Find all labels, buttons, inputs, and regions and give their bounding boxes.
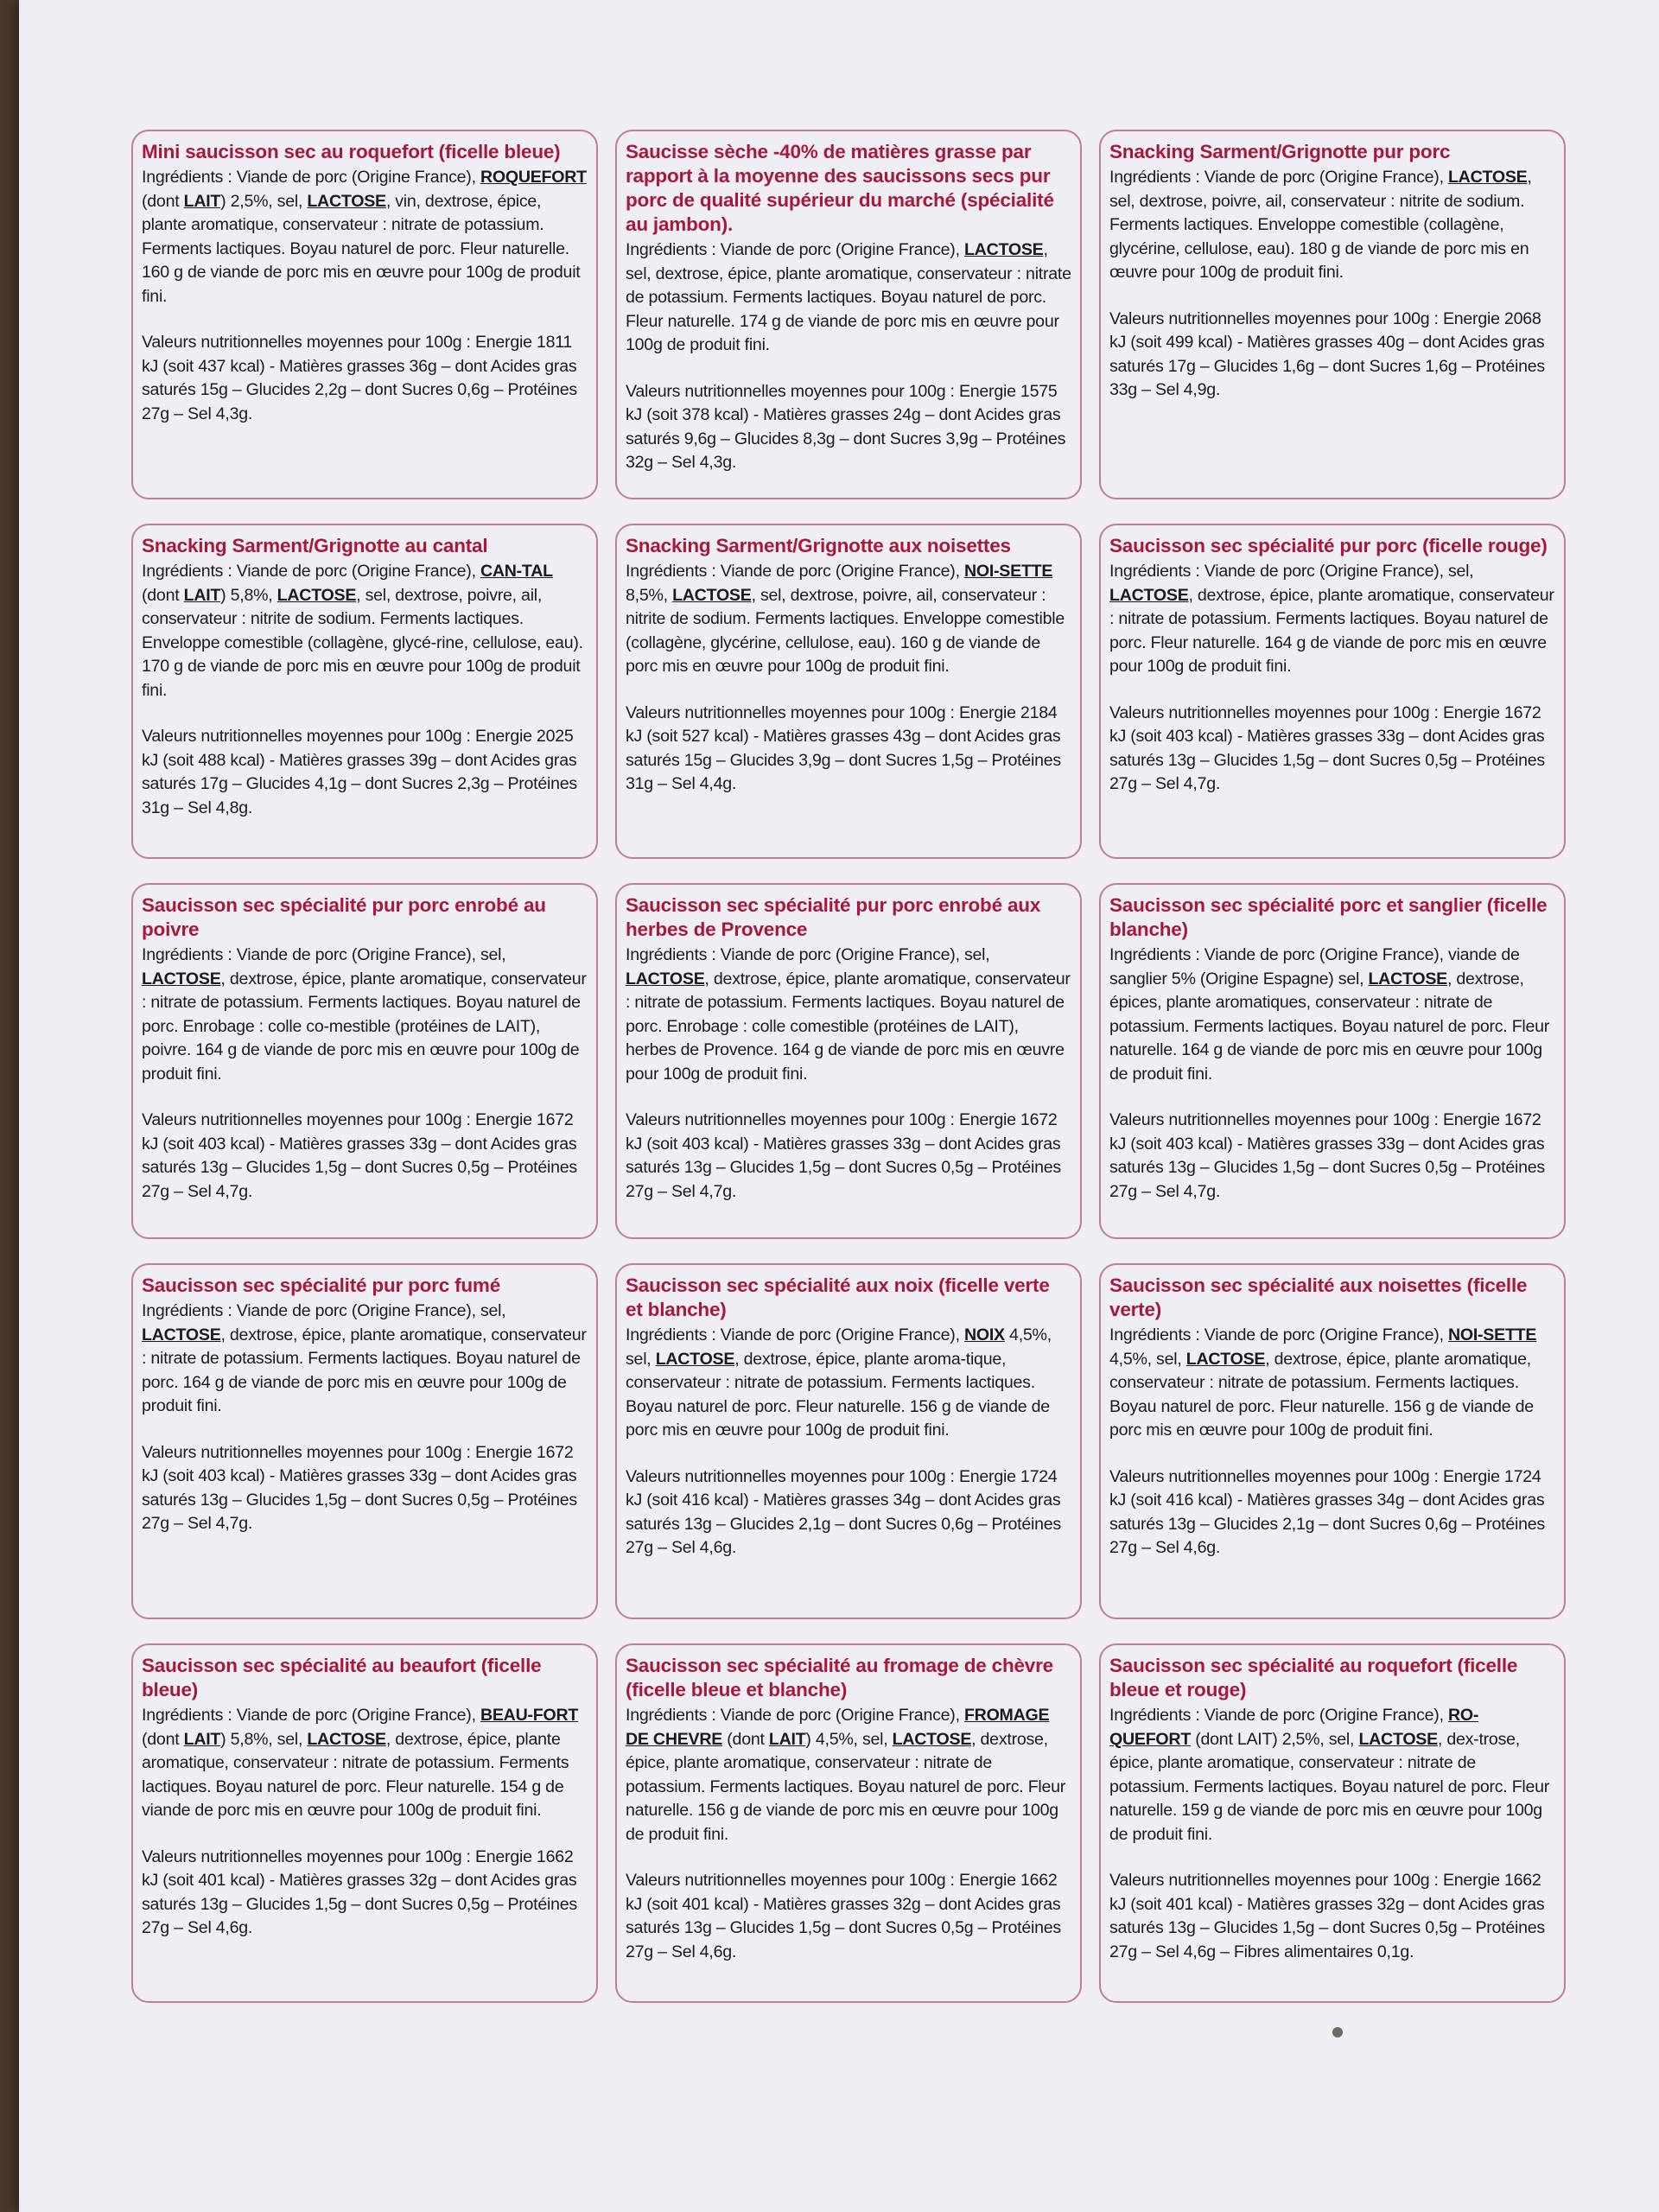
product-title: Mini saucisson sec au roquefort (ficelle bleue)	[142, 141, 561, 162]
allergen-label: NOIX	[963, 1325, 1005, 1344]
ingredients-segment: Ingrédients : Viande de porc (Origine France), sel,	[1109, 562, 1474, 581]
ingredients-segment: Ingrédients : Viande de porc (Origine France),	[142, 562, 480, 581]
allergen-label: LACTOSE	[142, 969, 221, 988]
allergen-label: RO-QUEFORT	[1109, 1706, 1479, 1749]
product-card	[615, 1263, 1082, 1619]
product-title: Saucisson sec spécialité pur porc fumé	[142, 1274, 501, 1296]
ingredients-segment: Ingrédients : Viande de porc (Origine France), sel,	[142, 945, 506, 964]
product-title: Saucisson sec spécialité au roquefort (ficelle bleue et rouge)	[1109, 1655, 1518, 1700]
ingredients-segment: Ingrédients : Viande de porc (Origine France),	[142, 168, 480, 187]
allergen-label: LACTOSE	[1447, 168, 1528, 187]
product-title: Saucisson sec spécialité pur porc enrobé aux herbes de Provence	[626, 894, 1041, 940]
ingredients-text	[626, 1704, 1071, 1847]
ingredients-segment: Ingrédients : Viande de porc (Origine France),	[142, 1706, 480, 1725]
product-title: Saucisson sec spécialité aux noisettes (ficelle verte)	[1109, 1274, 1528, 1320]
ingredients-segment: Ingrédients : Viande de porc (Origine France),	[1109, 1706, 1448, 1725]
product-card	[1099, 524, 1566, 859]
product-title: Saucisson sec spécialité aux noix (ficelle verte et blanche)	[626, 1274, 1050, 1320]
ingredients-segment: , dex-trose, épice, plante aromatique, conservateur : nitrate de potassium. Ferments lactiques. Boyau naturel de porc. Fleur naturelle. 159 g de viande de porc mis en œuvre pour 100g de produit fini.	[1109, 1729, 1550, 1844]
ingredients-segment: Ingrédients : Viande de porc (Origine France),	[626, 1706, 964, 1725]
ingredients-segment: Ingrédients : Viande de porc (Origine France), viande de sanglier 5% (Origine Espagne) sel,	[1109, 945, 1520, 988]
ingredients-segment: , dextrose, épice, plante aromatique, conservateur : nitrate de potassium. Ferments lactiques. Boyau naturel de porc. Fleur naturelle. 164 g de viande de porc mis en œuvre pour 100g de produit fini.	[1109, 585, 1554, 676]
allergen-label: LACTOSE	[1368, 969, 1447, 988]
allergen-label: LACTOSE	[892, 1729, 972, 1749]
nutrition-facts: Valeurs nutritionnelles moyennes pour 100g : Energie 1672 kJ (soit 403 kcal) - Matières grasses 33g – dont Acides gras saturés 13g – Glucides 1,5g – dont Sucres 0,5g – Protéines 27g – Sel 4,7g.	[1109, 1110, 1545, 1201]
ingredients-segment: ) 4,5%, sel,	[805, 1729, 893, 1749]
ingredients-segment: , vin, dextrose, épice, plante aromatique, conservateur : nitrate de potassium. Ferments lactiques. Boyau naturel de porc. Fleur naturelle. 160 g de viande de porc mis en œuvre pour 100g de produit fini.	[142, 191, 581, 306]
allergen-label: LAIT	[183, 585, 221, 605]
nutrition-facts: Valeurs nutritionnelles moyennes pour 100g : Energie 1672 kJ (soit 403 kcal) - Matières grasses 33g – dont Acides gras saturés 13g – Glucides 1,5g – dont Sucres 0,5g – Protéines 27g – Sel 4,7g.	[1109, 702, 1545, 793]
ingredients-segment: 4,5%, sel,	[1109, 1349, 1186, 1369]
product-title: Snacking Sarment/Grignotte au cantal	[142, 535, 488, 556]
product-title: Saucisson sec spécialité porc et sanglier (ficelle blanche)	[1109, 894, 1548, 940]
ingredients-segment: Ingrédients : Viande de porc (Origine France),	[626, 240, 964, 259]
allergen-label: LACTOSE	[1109, 585, 1189, 605]
ingredients-segment: ) 5,8%,	[220, 585, 277, 605]
ingredients-segment: Ingrédients : Viande de porc (Origine France), sel,	[142, 1301, 506, 1320]
ingredients-segment: (dont	[722, 1729, 769, 1749]
nutrition-facts: Valeurs nutritionnelles moyennes pour 100g : Energie 1662 kJ (soit 401 kcal) - Matières grasses 32g – dont Acides gras saturés 13g – Glucides 1,5g – dont Sucres 0,5g – Protéines 27g – Sel 4,6g – Fibres alimentaires 0,1g.	[1109, 1871, 1545, 1961]
product-title: Saucisson sec spécialité au beaufort (ficelle bleue)	[142, 1655, 542, 1700]
allergen-label: BEAU-FORT	[480, 1706, 579, 1725]
product-title: Snacking Sarment/Grignotte aux noisettes	[626, 535, 1011, 556]
product-card	[1099, 130, 1566, 499]
allergen-label: LACTOSE	[276, 585, 357, 605]
product-card	[1099, 883, 1566, 1239]
ingredients-segment: , dextrose, épice, plante aromatique, conservateur : nitrate de potassium. Ferments lactiques. Boyau naturel de porc. Enrobage : colle comestible (protéines de LAIT), herbes de Provence. 164 g de viande de porc mis en œuvre pour 100g de produit fini.	[626, 969, 1071, 1084]
nutrition-facts: Valeurs nutritionnelles moyennes pour 100g : Energie 1672 kJ (soit 403 kcal) - Matières grasses 33g – dont Acides gras saturés 13g – Glucides 1,5g – dont Sucres 0,5g – Protéines 27g – Sel 4,7g.	[626, 1110, 1061, 1201]
ingredients-text	[142, 166, 588, 308]
ingredients-text	[1109, 560, 1555, 679]
allergen-label: LAIT	[183, 191, 221, 211]
ingredients-text	[142, 560, 588, 702]
ingredients-segment: , dextrose, épices, plante aromatiques, conservateur : nitrate de potassium. Ferments lactiques. Boyau naturel de porc. Fleur naturelle. 164 g de viande de porc mis en œuvre pour 100g de produit fini.	[1109, 969, 1550, 1084]
product-card	[131, 524, 598, 859]
allergen-label: LACTOSE	[626, 969, 705, 988]
product-card	[615, 1643, 1082, 2003]
ingredients-text	[626, 1324, 1071, 1443]
product-card	[615, 130, 1082, 499]
ingredients-text	[626, 944, 1071, 1086]
nutrition-facts: Valeurs nutritionnelles moyennes pour 100g : Energie 1662 kJ (soit 401 kcal) - Matières grasses 32g – dont Acides gras saturés 13g – Glucides 1,5g – dont Sucres 0,5g – Protéines 27g – Sel 4,6g.	[142, 1847, 577, 1937]
ingredients-text	[1109, 944, 1555, 1086]
ingredients-segment: Ingrédients : Viande de porc (Origine France),	[1109, 168, 1448, 187]
product-card	[615, 883, 1082, 1239]
nutrition-facts: Valeurs nutritionnelles moyennes pour 100g : Energie 1672 kJ (soit 403 kcal) - Matières grasses 33g – dont Acides gras saturés 13g – Glucides 1,5g – dont Sucres 0,5g – Protéines 27g – Sel 4,7g.	[142, 1110, 577, 1201]
ingredients-text	[1109, 166, 1555, 285]
nutrition-facts: Valeurs nutritionnelles moyennes pour 100g : Energie 1724 kJ (soit 416 kcal) - Matières grasses 34g – dont Acides gras saturés 13g – Glucides 2,1g – dont Sucres 0,6g – Protéines 27g – Sel 4,6g.	[626, 1466, 1061, 1557]
allergen-label: LACTOSE	[672, 585, 752, 605]
ingredients-text	[626, 560, 1071, 679]
allergen-label: NOI-SETTE	[963, 562, 1053, 581]
allergen-label: LACTOSE	[655, 1349, 735, 1369]
ingredients-text	[1109, 1324, 1555, 1443]
allergen-label: FROMAGE DE CHEVRE	[626, 1706, 1050, 1749]
ingredients-segment: (dont	[142, 585, 184, 605]
ingredients-segment: , dextrose, épice, plante aroma-tique, conservateur : nitrate de potassium. Ferments lactiques. Boyau naturel de porc. Fleur naturelle. 156 g de viande de porc mis en œuvre pour 100g de produit fini.	[626, 1349, 1050, 1440]
ingredients-text	[1109, 1704, 1555, 1847]
allergen-label: LACTOSE	[307, 1729, 386, 1749]
ingredients-segment: Ingrédients : Viande de porc (Origine France),	[626, 562, 964, 581]
ingredients-segment: Ingrédients : Viande de porc (Origine France), sel,	[626, 945, 990, 964]
ingredients-text	[142, 1300, 588, 1419]
product-card	[1099, 1263, 1566, 1619]
product-label-grid	[131, 130, 1618, 2003]
product-title: Saucisson sec spécialité au fromage de chèvre (ficelle bleue et blanche)	[626, 1655, 1053, 1700]
nutrition-facts: Valeurs nutritionnelles moyennes pour 100g : Energie 1575 kJ (soit 378 kcal) - Matières grasses 24g – dont Acides gras saturés 9,6g – Glucides 8,3g – dont Sucres 3,9g – Protéines 32g – Sel 4,3g.	[626, 381, 1066, 472]
paper-sheet	[19, 0, 1659, 2212]
allergen-label: LACTOSE	[963, 240, 1044, 259]
nutrition-facts: Valeurs nutritionnelles moyennes pour 100g : Energie 1724 kJ (soit 416 kcal) - Matières grasses 34g – dont Acides gras saturés 13g – Glucides 2,1g – dont Sucres 0,6g – Protéines 27g – Sel 4,6g.	[1109, 1466, 1545, 1557]
nutrition-facts: Valeurs nutritionnelles moyennes pour 100g : Energie 2025 kJ (soit 488 kcal) - Matières grasses 39g – dont Acides gras saturés 17g – Glucides 4,1g – dont Sucres 2,3g – Protéines 31g – Sel 4,8g.	[142, 727, 577, 817]
paper-mark	[1332, 2027, 1343, 2037]
nutrition-facts: Valeurs nutritionnelles moyennes pour 100g : Energie 2068 kJ (soit 499 kcal) - Matières grasses 40g – dont Acides gras saturés 17g – Glucides 1,6g – dont Sucres 1,6g – Protéines 33g – Sel 4,9g.	[1109, 308, 1545, 399]
product-title: Saucisse sèche -40% de matières grasse par rapport à la moyenne des saucissons secs pur porc de qualité supérieur du marché (spécialité au jambon).	[626, 141, 1054, 235]
ingredients-segment: , sel, dextrose, poivre, ail, conservateur : nitrite de sodium. Ferments lactiques. Enveloppe comestible (collagène, glycérine, cellulose, eau). 180 g de viande de porc mis en œuvre pour 100g de produit fini.	[1109, 168, 1532, 282]
product-title: Snacking Sarment/Grignotte pur porc	[1109, 141, 1451, 162]
ingredients-segment: , sel, dextrose, poivre, ail, conservateur : nitrite de sodium. Ferments lactiques. Enveloppe comestible (collagène, glycérine, cellulose, eau). 160 g de viande de porc mis en œuvre pour 100g de produit fini.	[626, 585, 1065, 676]
allergen-label: ROQUEFORT	[480, 168, 587, 187]
ingredients-segment: , dextrose, épice, plante aromatique, conservateur : nitrate de potassium. Ferments lactiques. Boyau naturel de porc. 164 g de viande de porc mis en œuvre pour 100g de produit fini.	[142, 1325, 587, 1415]
ingredients-text	[626, 238, 1071, 358]
ingredients-segment: , dextrose, épice, plante aromatique, conservateur : nitrate de potassium. Ferments lactiques. Boyau naturel de porc. Fleur naturelle. 156 g de viande de porc mis en œuvre pour 100g de produit fini.	[1109, 1349, 1534, 1440]
ingredients-segment: , sel, dextrose, poivre, ail, conservateur : nitrite de sodium. Ferments lactiques. Enveloppe comestible (collagène, glycé-rine, cellulose, eau). 170 g de viande de porc mis en œuvre pour 100g de produit fini.	[142, 585, 583, 700]
allergen-label: LACTOSE	[1358, 1729, 1438, 1749]
product-card	[615, 524, 1082, 859]
ingredients-text	[142, 1704, 588, 1823]
product-card	[131, 130, 598, 499]
ingredients-segment: (dont LAIT) 2,5%, sel,	[1191, 1729, 1359, 1749]
ingredients-segment: , dextrose, épice, plante aromatique, conservateur : nitrate de potassium. Ferments lactiques. Boyau naturel de porc. Fleur naturelle. 156 g de viande de porc mis en œuvre pour 100g de produit fini.	[626, 1729, 1066, 1844]
ingredients-segment: Ingrédients : Viande de porc (Origine France),	[1109, 1325, 1448, 1344]
ingredients-segment: ) 5,8%, sel,	[220, 1729, 308, 1749]
allergen-label: NOI-SETTE	[1447, 1325, 1537, 1344]
ingredients-segment: 4,5%, sel,	[626, 1325, 1052, 1369]
ingredients-segment: (dont	[142, 1729, 184, 1749]
nutrition-facts: Valeurs nutritionnelles moyennes pour 100g : Energie 1811 kJ (soit 437 kcal) - Matières grasses 36g – dont Acides gras saturés 15g – Glucides 2,2g – dont Sucres 0,6g – Protéines 27g – Sel 4,3g.	[142, 333, 577, 423]
nutrition-facts: Valeurs nutritionnelles moyennes pour 100g : Energie 1662 kJ (soit 401 kcal) - Matières grasses 32g – dont Acides gras saturés 13g – Glucides 1,5g – dont Sucres 0,5g – Protéines 27g – Sel 4,6g.	[626, 1871, 1061, 1961]
nutrition-facts: Valeurs nutritionnelles moyennes pour 100g : Energie 2184 kJ (soit 527 kcal) - Matières grasses 43g – dont Acides gras saturés 15g – Glucides 3,9g – dont Sucres 1,5g – Protéines 31g – Sel 4,4g.	[626, 702, 1061, 793]
product-card	[131, 1643, 598, 2003]
product-card	[1099, 1643, 1566, 2003]
ingredients-segment: , sel, dextrose, épice, plante aromatique, conservateur : nitrate de potassium. Ferments lactiques. Boyau naturel de porc. Fleur naturelle. 174 g de viande de porc mis en œuvre pour 100g de produit fini.	[626, 240, 1071, 354]
product-title: Saucisson sec spécialité pur porc (ficelle rouge)	[1109, 535, 1548, 556]
allergen-label: LACTOSE	[307, 191, 386, 211]
product-title: Saucisson sec spécialité pur porc enrobé au poivre	[142, 894, 546, 940]
ingredients-segment: 8,5%,	[626, 585, 673, 605]
ingredients-segment: , dextrose, épice, plante aromatique, conservateur : nitrate de potassium. Ferments lactiques. Boyau naturel de porc. Enrobage : colle co-mestible (protéines de LAIT), poivre. 164 g de viande de porc mis en œuvre pour 100g de produit fini.	[142, 969, 587, 1084]
ingredients-text	[142, 944, 588, 1086]
allergen-label: LACTOSE	[142, 1325, 221, 1344]
allergen-label: LAIT	[768, 1729, 806, 1749]
allergen-label: LAIT	[183, 1729, 221, 1749]
allergen-label: CAN-TAL	[480, 562, 553, 581]
product-card	[131, 1263, 598, 1619]
nutrition-facts: Valeurs nutritionnelles moyennes pour 100g : Energie 1672 kJ (soit 403 kcal) - Matières grasses 33g – dont Acides gras saturés 13g – Glucides 1,5g – dont Sucres 0,5g – Protéines 27g – Sel 4,7g.	[142, 1442, 577, 1533]
ingredients-segment: (dont	[142, 191, 184, 211]
product-card	[131, 883, 598, 1239]
ingredients-segment: ) 2,5%, sel,	[220, 191, 308, 211]
allergen-label: LACTOSE	[1185, 1349, 1266, 1369]
ingredients-segment: Ingrédients : Viande de porc (Origine France),	[626, 1325, 964, 1344]
ingredients-segment: , dextrose, épice, plante aromatique, conservateur : nitrate de potassium. Ferments lactiques. Boyau naturel de porc. Fleur naturelle. 154 g de viande de porc mis en œuvre pour 100g de produit fini.	[142, 1729, 569, 1820]
